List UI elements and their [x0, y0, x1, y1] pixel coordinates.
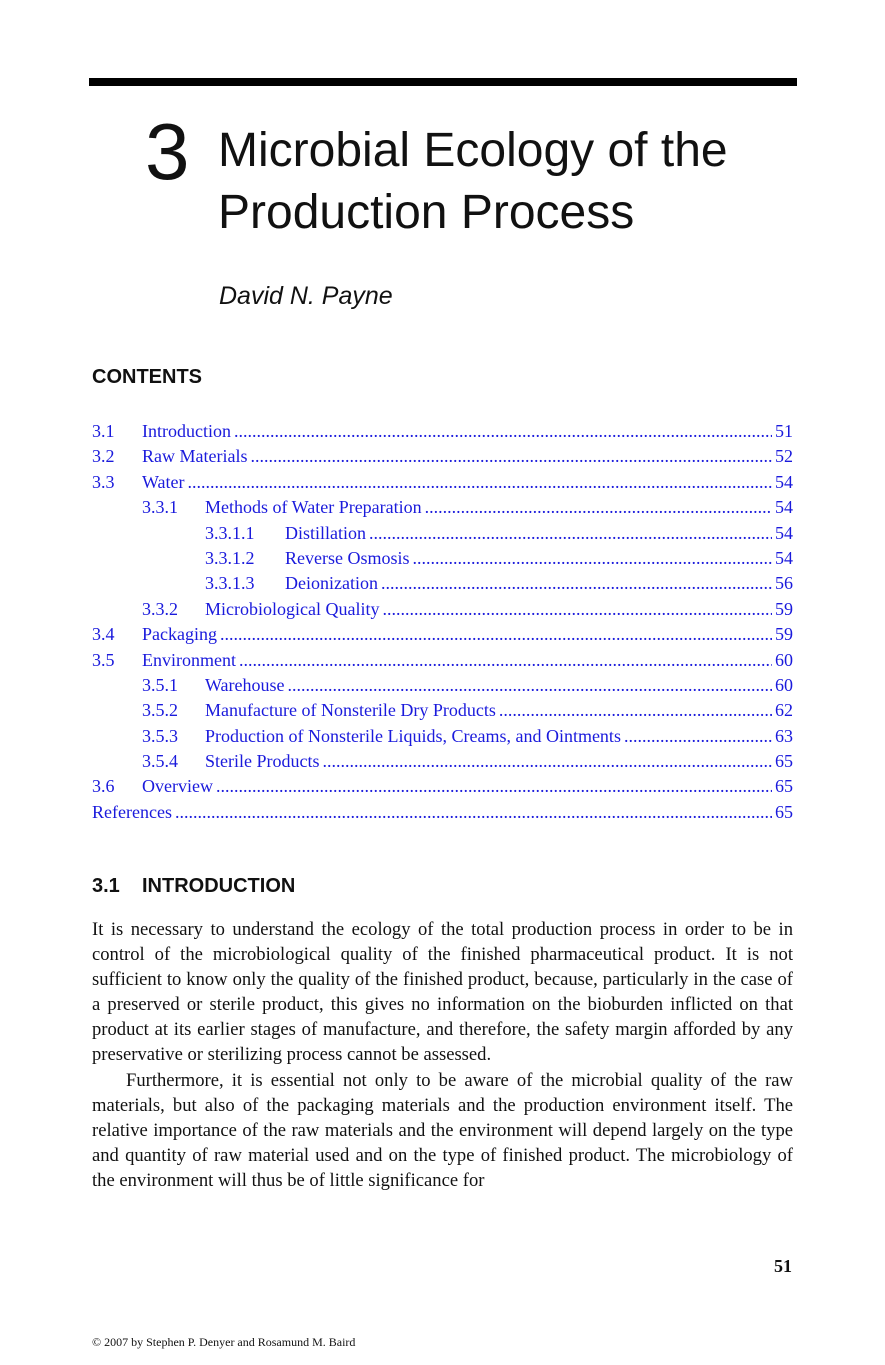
- toc-entry-references[interactable]: [92, 800, 793, 825]
- toc-entry-3-3-2[interactable]: [92, 597, 793, 622]
- toc-page: 65: [772, 800, 793, 825]
- toc-page: 51: [772, 419, 793, 444]
- toc-entry-3-5-2[interactable]: [92, 698, 793, 723]
- toc-number: 3.3.1.1: [205, 522, 255, 543]
- toc-page: 65: [772, 774, 793, 799]
- toc-number: 3.5.3: [142, 725, 178, 746]
- toc-title: Microbiological Quality: [205, 597, 382, 622]
- section-heading: [92, 875, 295, 898]
- toc-title: Overview: [142, 774, 216, 799]
- toc-title: Deionization: [285, 571, 381, 596]
- paragraph-2: Furthermore, it is essential not only to be aware of the microbial quality of the raw materials, but also of the packaging materials and the production environment itself. The relative importance of the raw materials and the environment will depend largely on the type and quantity of raw material used and on the type of finished product. The microbiology of the environment will thus be of little significance for: [92, 1069, 793, 1191]
- toc-page: 56: [772, 571, 793, 596]
- toc-title: Manufacture of Nonsterile Dry Products: [205, 698, 499, 723]
- toc-page: 60: [772, 673, 793, 698]
- toc-page: 59: [772, 597, 793, 622]
- toc-page: 52: [772, 444, 793, 469]
- toc-number: 3.5.2: [142, 700, 178, 721]
- toc-title: Production of Nonsterile Liquids, Creams, and Ointments: [205, 724, 624, 749]
- toc-number: 3.3.2: [142, 598, 178, 619]
- toc-entry-3-3-1[interactable]: [92, 495, 793, 520]
- toc-title: Packaging: [142, 622, 220, 647]
- toc-number: 3.2: [92, 446, 115, 467]
- toc-title: Raw Materials: [142, 444, 250, 469]
- toc-page: 65: [772, 749, 793, 774]
- toc-title: Reverse Osmosis: [285, 546, 413, 571]
- chapter-author: David N. Payne: [219, 282, 393, 310]
- page-number: 51: [774, 1256, 792, 1276]
- toc-title: Sterile Products: [205, 749, 323, 774]
- toc-number: 3.6: [92, 776, 115, 797]
- paragraph-1: It is necessary to understand the ecology of the total production process in order to be in control of the microbiological quality of the finished pharmaceutical product. It is not sufficient to know only the quality of the finished product, because, particularly in the case of a preserved or sterile product, this gives no information on the bioburden inflicted on that product at its earlier stages of manufacture, and therefore, the safety margin afforded by any preservative or sterilizing process cannot be assessed.: [92, 919, 793, 1066]
- contents-heading: CONTENTS: [92, 366, 202, 388]
- toc-title: Environment: [142, 648, 239, 673]
- toc-entry-3-3-1-1[interactable]: [92, 521, 793, 546]
- toc-number: 3.3.1: [142, 497, 178, 518]
- toc-page: 60: [772, 648, 793, 673]
- chapter-rule: [89, 78, 797, 86]
- toc-entry-3-5[interactable]: [92, 648, 793, 673]
- toc-entry-3-5-1[interactable]: [92, 673, 793, 698]
- toc-page: 54: [772, 495, 793, 520]
- chapter-number: 3: [145, 107, 190, 196]
- toc-number: 3.3.1.3: [205, 573, 255, 594]
- toc-number: 3.5.4: [142, 751, 178, 772]
- chapter-title-line-1: Microbial Ecology of the: [218, 124, 728, 177]
- toc-page: 54: [772, 546, 793, 571]
- toc-number: 3.1: [92, 421, 115, 441]
- toc-title: Distillation: [285, 521, 369, 546]
- toc-page: 54: [772, 521, 793, 546]
- section-body: [92, 917, 793, 1193]
- toc-entry-3-3-1-3[interactable]: [92, 571, 793, 596]
- toc-number: 3.3.1.2: [205, 547, 255, 568]
- toc-page: 54: [772, 470, 793, 495]
- toc-number: 3.4: [92, 624, 115, 645]
- toc-title: Water: [142, 470, 188, 495]
- toc-entry-3-3[interactable]: [92, 470, 793, 495]
- toc-entry-3-5-4[interactable]: [92, 749, 793, 774]
- toc-title: Introduction: [142, 419, 234, 444]
- toc-number: 3.5: [92, 649, 115, 670]
- toc-page: 59: [772, 622, 793, 647]
- toc-page: 63: [772, 724, 793, 749]
- section-number: 3.1: [92, 875, 120, 897]
- chapter-title: [218, 120, 728, 244]
- chapter-title-line-2: Production Process: [218, 186, 635, 239]
- toc-title: References: [92, 800, 175, 825]
- toc-number: 3.3: [92, 471, 115, 492]
- toc-entry-3-5-3[interactable]: [92, 724, 793, 749]
- toc-entry-3-1[interactable]: [92, 419, 793, 444]
- toc-number: 3.5.1: [142, 674, 178, 695]
- toc-page: 62: [772, 698, 793, 723]
- toc-title: Warehouse: [205, 673, 288, 698]
- toc-title: Methods of Water Preparation: [205, 495, 425, 520]
- toc-entry-3-4[interactable]: [92, 622, 793, 647]
- section-title: INTRODUCTION: [142, 875, 296, 897]
- table-of-contents: [92, 419, 793, 825]
- toc-entry-3-6[interactable]: [92, 774, 793, 799]
- copyright-notice: © 2007 by Stephen P. Denyer and Rosamund M. Baird: [92, 1335, 356, 1349]
- toc-entry-3-2[interactable]: [92, 444, 793, 469]
- toc-entry-3-3-1-2[interactable]: [92, 546, 793, 571]
